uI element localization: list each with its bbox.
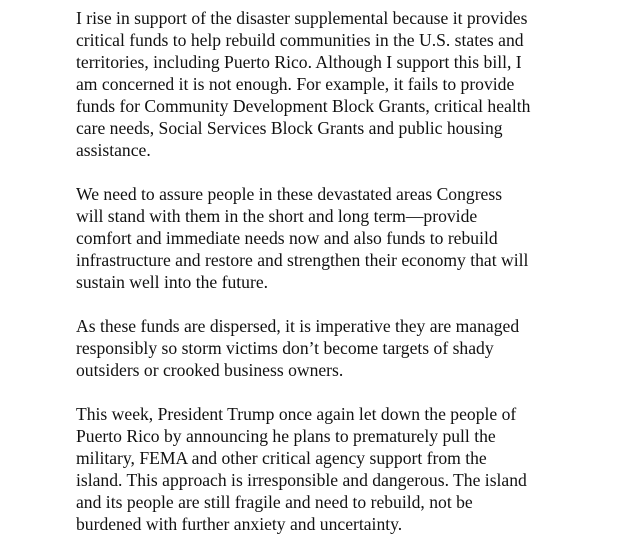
text-line: As these funds are dispersed, it is imperative they are managed xyxy=(76,316,520,336)
text-line: comfort and immediate needs now and also funds to rebuild xyxy=(76,228,498,248)
text-line: and its people are still fragile and need to rebuild, not be xyxy=(76,492,473,512)
text-line: infrastructure and restore and strengthen their economy that will xyxy=(76,250,529,270)
text-line: responsibly so storm victims don’t become targets of shady xyxy=(76,338,494,358)
text-line: Puerto Rico by announcing he plans to prematurely pull the xyxy=(76,426,496,446)
text-line: care needs, Social Services Block Grants and public housing xyxy=(76,118,503,138)
text-line: sustain well into the future. xyxy=(76,272,269,292)
statement-text xyxy=(76,7,636,535)
paragraph-3 xyxy=(76,315,636,381)
text-line: This week, President Trump once again let down the people of xyxy=(76,404,517,424)
text-line: outsiders or crooked business owners. xyxy=(76,360,344,380)
paragraph-1 xyxy=(76,7,636,161)
paragraph-2 xyxy=(76,183,636,293)
text-line: will stand with them in the short and long term—provide xyxy=(76,206,478,226)
text-line: am concerned it is not enough. For example, it fails to provide xyxy=(76,74,515,94)
text-line: critical funds to help rebuild communities in the U.S. states and xyxy=(76,30,524,50)
text-line: funds for Community Development Block Grants, critical health xyxy=(76,96,531,116)
text-line: territories, including Puerto Rico. Although I support this bill, I xyxy=(76,52,522,72)
text-line: island. This approach is irresponsible and dangerous. The island xyxy=(76,470,527,490)
text-line: We need to assure people in these devastated areas Congress xyxy=(76,184,503,204)
text-line: I rise in support of the disaster supplemental because it provides xyxy=(76,8,528,28)
text-line: assistance. xyxy=(76,140,151,160)
text-line: burdened with further anxiety and uncertainty. xyxy=(76,514,403,534)
paragraph-4 xyxy=(76,403,636,535)
text-line: military, FEMA and other critical agency support from the xyxy=(76,448,487,468)
